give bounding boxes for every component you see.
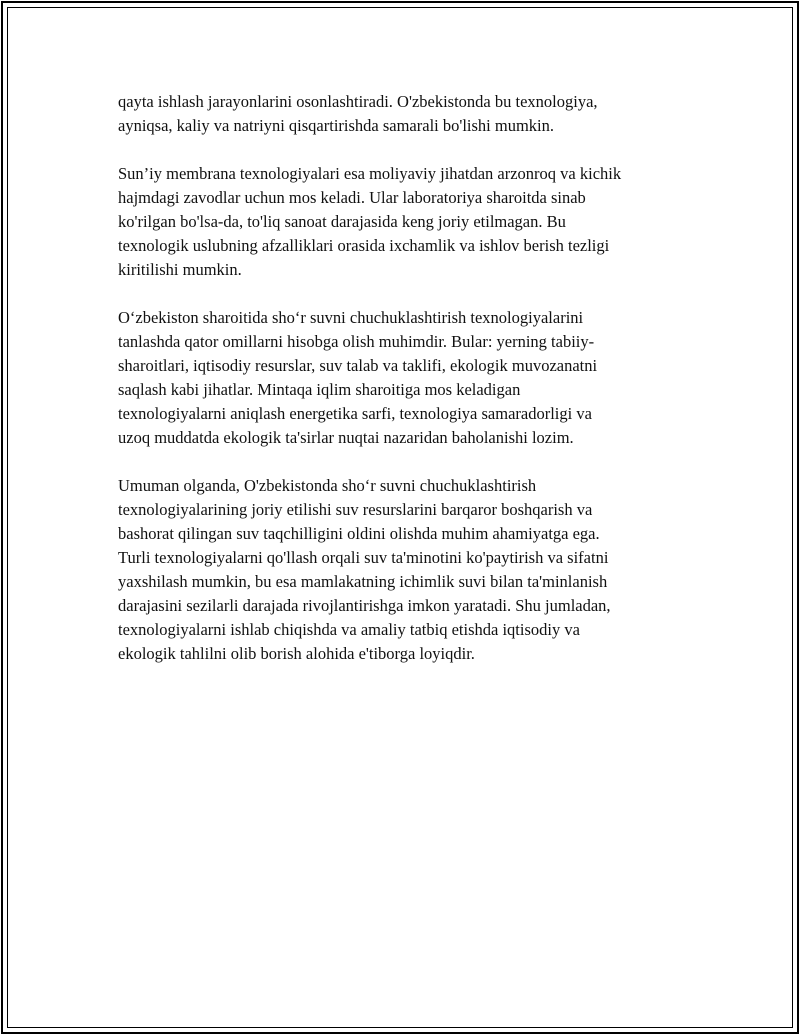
paragraph-3 bbox=[118, 306, 688, 450]
text-line: uzoq muddatda ekologik ta'sirlar nuqtai nazaridan baholanishi lozim. bbox=[118, 428, 574, 447]
text-line: ko'rilgan bo'lsa-da, to'liq sanoat darajasida keng joriy etilmagan. Bu bbox=[118, 212, 566, 231]
text-line: texnologiyalarining joriy etilishi suv resurslarini barqaror boshqarish va bbox=[118, 500, 593, 519]
text-line: ekologik tahlilni olib borish alohida e'tiborga loyiqdir. bbox=[118, 644, 475, 663]
text-line: texnologiyalarni aniqlash energetika sarfi, texnologiya samaradorligi va bbox=[118, 404, 592, 423]
text-line: saqlash kabi jihatlar. Mintaqa iqlim sharoitiga mos keladigan bbox=[118, 380, 521, 399]
paragraph-2 bbox=[118, 162, 688, 282]
text-line: O‘zbekiston sharoitida sho‘r suvni chuchuklashtirish texnologiyalarini bbox=[118, 308, 584, 327]
document-body bbox=[118, 90, 688, 690]
text-line: darajasini sezilarli darajada rivojlantirishga imkon yaratadi. Shu jumladan, bbox=[118, 596, 611, 615]
text-line: yaxshilash mumkin, bu esa mamlakatning ichimlik suvi bilan ta'minlanish bbox=[118, 572, 608, 591]
text-line: ayniqsa, kaliy va natriyni qisqartirishda samarali bo'lishi mumkin. bbox=[118, 116, 555, 135]
paragraph-1 bbox=[118, 90, 688, 138]
text-line: hajmdagi zavodlar uchun mos keladi. Ular laboratoriya sharoitda sinab bbox=[118, 188, 586, 207]
text-line: sharoitlari, iqtisodiy resurslar, suv talab va taklifi, ekologik muvozanatni bbox=[118, 356, 598, 375]
text-line: bashorat qilingan suv taqchilligini oldini olishda muhim ahamiyatga ega. bbox=[118, 524, 600, 543]
text-line: Umuman olganda, O'zbekistonda sho‘r suvni chuchuklashtirish bbox=[118, 476, 537, 495]
text-line: qayta ishlash jarayonlarini osonlashtiradi. O'zbekistonda bu texnologiya, bbox=[118, 92, 598, 111]
text-line: tanlashda qator omillarni hisobga olish muhimdir. Bular: yerning tabiiy- bbox=[118, 332, 595, 351]
text-line: texnologiyalarni ishlab chiqishda va amaliy tatbiq etishda iqtisodiy va bbox=[118, 620, 580, 639]
text-line: Turli texnologiyalarni qo'llash orqali suv ta'minotini ko'paytirish va sifatni bbox=[118, 548, 609, 567]
text-line: texnologik uslubning afzalliklari orasida ixchamlik va ishlov berish tezligi bbox=[118, 236, 610, 255]
paragraph-4 bbox=[118, 474, 688, 666]
text-line: Sun’iy membrana texnologiyalari esa moliyaviy jihatdan arzonroq va kichik bbox=[118, 164, 622, 183]
text-line: kiritilishi mumkin. bbox=[118, 260, 242, 279]
